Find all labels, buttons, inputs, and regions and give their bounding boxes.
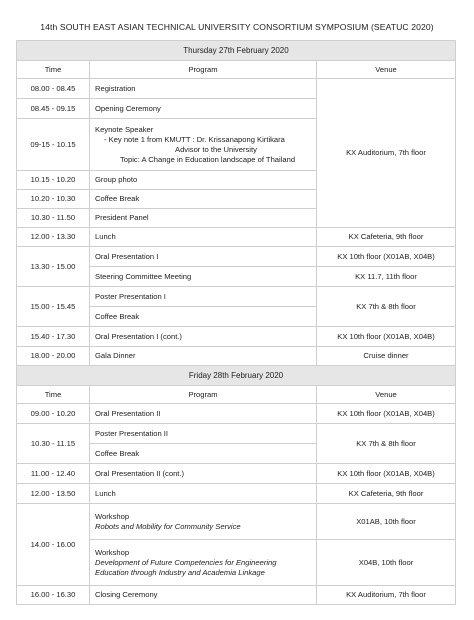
workshop-title: Workshop [95, 547, 130, 557]
time-cell: 16.00 - 16.30 [17, 586, 90, 605]
program-cell: Opening Ceremony [90, 99, 317, 119]
venue-cell: KX Cafeteria, 9th floor [317, 484, 456, 504]
time-cell: 10.30 - 11.50 [17, 209, 90, 228]
keynote-line: - Key note 1 from KMUTT : Dr. Krissanapong Kirtikara [104, 134, 285, 144]
day1-header-row [17, 41, 456, 61]
keynote-line: Topic: A Change in Education landscape of Thailand [120, 154, 296, 164]
program-cell: Steering Committee Meeting [90, 267, 317, 287]
table-row [17, 586, 456, 605]
time-cell: 08.45 - 09.15 [17, 99, 90, 119]
program-cell [90, 540, 317, 586]
time-cell: 12.00 - 13.50 [17, 484, 90, 504]
time-cell: 18.00 - 20.00 [17, 347, 90, 366]
venue-cell: KX Auditorium, 7th floor [317, 586, 456, 605]
workshop-subtitle: Robots and Mobility for Community Service [95, 521, 241, 531]
program-cell: Poster Presentation II [90, 424, 317, 444]
time-cell: 08.00 - 08.45 [17, 79, 90, 99]
table-row [17, 347, 456, 366]
program-cell: Lunch [90, 484, 317, 504]
venue-cell: KX Cafeteria, 9th floor [317, 228, 456, 247]
workshop-title: Workshop [95, 511, 130, 521]
program-cell: Registration [90, 79, 317, 99]
time-header: Time [17, 386, 90, 404]
time-cell: 15.00 - 15.45 [17, 287, 90, 327]
venue-cell: X01AB, 10th floor [317, 504, 456, 540]
time-cell: 13.30 - 15.00 [17, 247, 90, 287]
venue-cell: KX 10th floor (X01AB, X04B) [317, 327, 456, 347]
program-cell [90, 119, 317, 171]
time-cell: 10.15 - 10.20 [17, 171, 90, 190]
program-cell: President Panel [90, 209, 317, 228]
day1-label: Thursday 27th February 2020 [17, 41, 456, 61]
venue-header: Venue [317, 386, 456, 404]
table-row [17, 287, 456, 307]
table-row [17, 327, 456, 347]
venue-cell: KX Auditorium, 7th floor [317, 79, 456, 228]
time-cell: 12.00 - 13.30 [17, 228, 90, 247]
table-row [17, 404, 456, 424]
venue-cell: KX 7th & 8th floor [317, 424, 456, 464]
schedule-table [16, 40, 456, 605]
time-header: Time [17, 61, 90, 79]
time-cell: 11.00 - 12.40 [17, 464, 90, 484]
table-row [17, 424, 456, 444]
program-cell: Poster Presentation I [90, 287, 317, 307]
program-cell: Lunch [90, 228, 317, 247]
time-cell: 10.20 - 10.30 [17, 190, 90, 209]
time-cell: 09-15 - 10.15 [17, 119, 90, 171]
time-cell: 10.30 - 11.15 [17, 424, 90, 464]
keynote-line: Advisor to the University [175, 144, 257, 154]
program-cell: Oral Presentation I (cont.) [90, 327, 317, 347]
table-row [17, 504, 456, 540]
program-cell [90, 504, 317, 540]
program-cell: Oral Presentation II [90, 404, 317, 424]
workshop-subtitle: Education through Industry and Academia Linkage [95, 567, 265, 577]
program-cell: Coffee Break [90, 190, 317, 209]
venue-cell: KX 10th floor (X01AB, X04B) [317, 247, 456, 267]
day2-header-row [17, 366, 456, 386]
table-row [17, 79, 456, 99]
venue-cell: Cruise dinner [317, 347, 456, 366]
workshop-subtitle: Development of Future Competencies for Engineering [95, 557, 277, 567]
program-header: Program [90, 61, 317, 79]
program-cell: Oral Presentation I [90, 247, 317, 267]
program-header: Program [90, 386, 317, 404]
program-cell: Closing Ceremony [90, 586, 317, 605]
venue-cell: X04B, 10th floor [317, 540, 456, 586]
table-row [17, 228, 456, 247]
table-row [17, 247, 456, 267]
program-cell: Coffee Break [90, 307, 317, 327]
time-cell: 14.00 - 16.00 [17, 504, 90, 586]
table-row [17, 484, 456, 504]
table-row [17, 464, 456, 484]
venue-cell: KX 11.7, 11th floor [317, 267, 456, 287]
column-header-row [17, 386, 456, 404]
column-header-row [17, 61, 456, 79]
venue-header: Venue [317, 61, 456, 79]
time-cell: 15.40 - 17.30 [17, 327, 90, 347]
document-title: 14th SOUTH EAST ASIAN TECHNICAL UNIVERSITY CONSORTIUM SYMPOSIUM (SEATUC 2020) [40, 22, 434, 32]
program-cell: Coffee Break [90, 444, 317, 464]
time-cell: 09.00 - 10.20 [17, 404, 90, 424]
venue-cell: KX 10th floor (X01AB, X04B) [317, 404, 456, 424]
day2-label: Friday 28th February 2020 [17, 366, 456, 386]
program-cell: Oral Presentation II (cont.) [90, 464, 317, 484]
venue-cell: KX 10th floor (X01AB, X04B) [317, 464, 456, 484]
program-cell: Gala Dinner [90, 347, 317, 366]
keynote-title: Keynote Speaker [95, 124, 154, 134]
program-cell: Group photo [90, 171, 317, 190]
venue-cell: KX 7th & 8th floor [317, 287, 456, 327]
